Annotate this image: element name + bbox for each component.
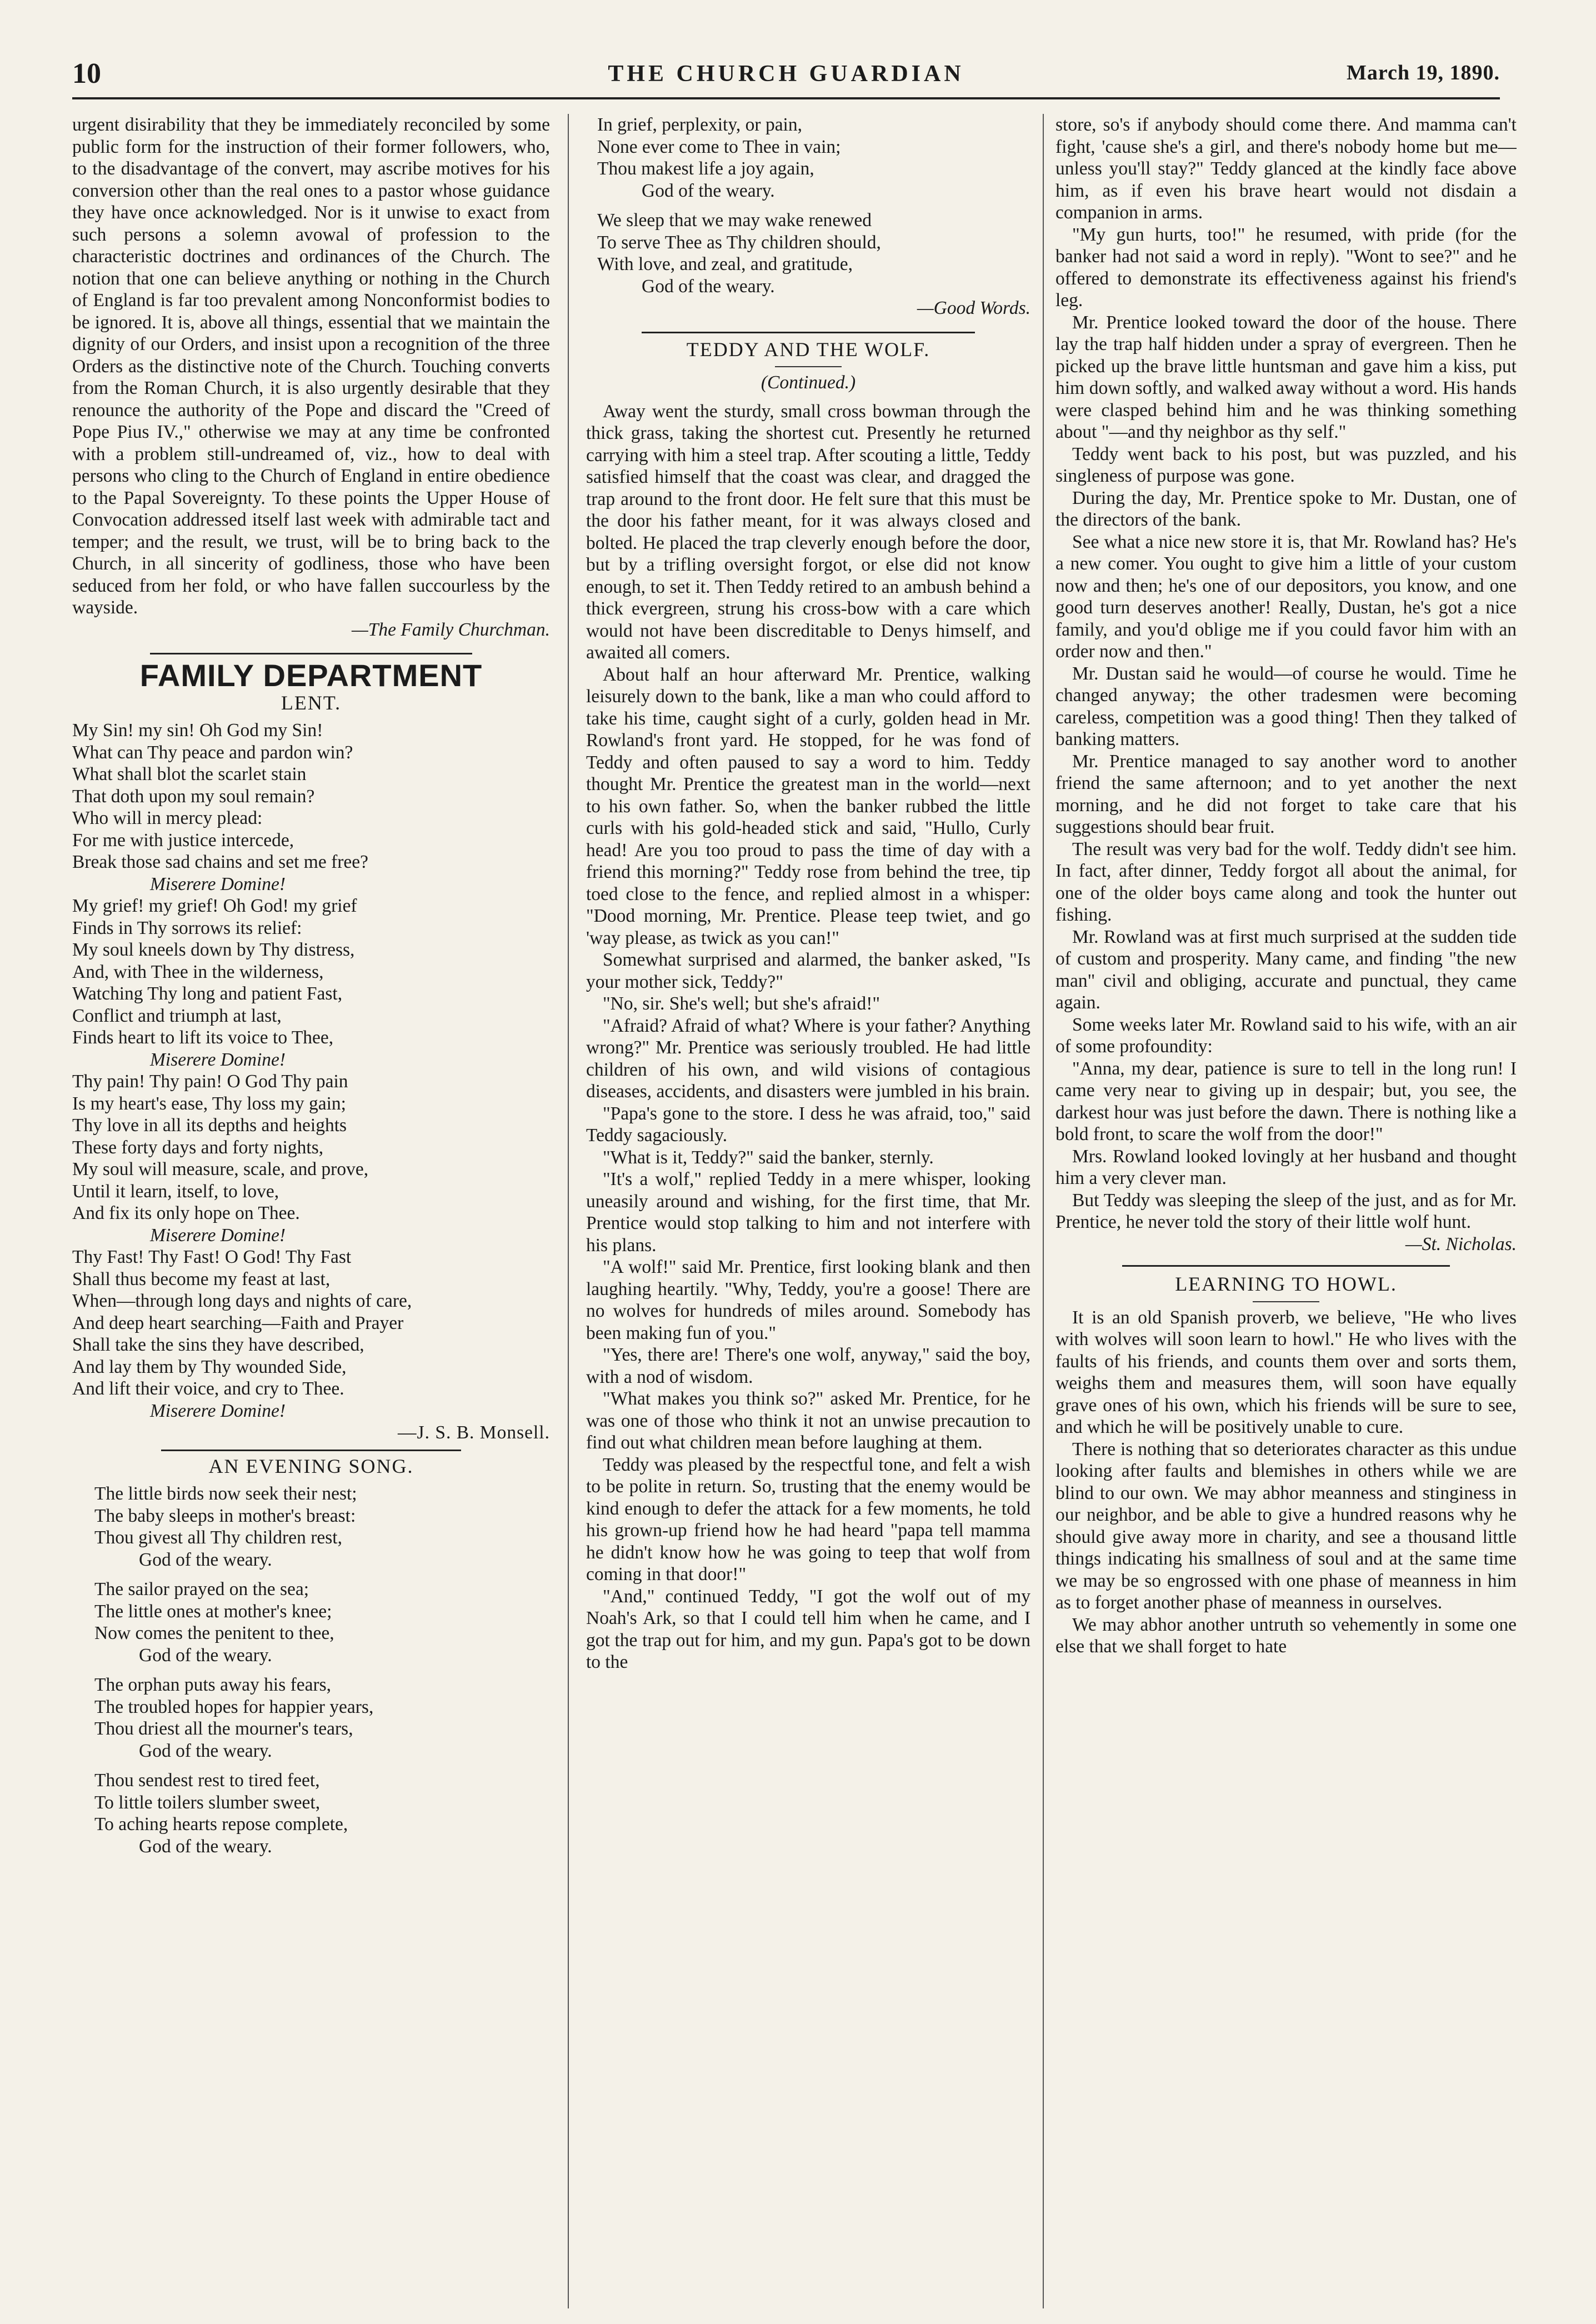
masthead [72, 53, 1500, 99]
continued-label: (Continued.) [761, 372, 856, 393]
story-title: TEDDY AND THE WOLF. [686, 338, 930, 361]
newspaper-title: THE CHURCH GUARDIAN [608, 61, 964, 87]
article-paragraph: It is an old Spanish proverb, we believe, "He who lives with wolves will soon learn to howl." He who lives with the faults of his friends, and counts them over and sorts them, weighs them and measures them, will soon have equally grave ones of his own, which his friends will be sure to see, and which he will be positively unable to cure. [1055, 1307, 1517, 1437]
story-paragraph: "It's a wolf," replied Teddy in a mere whisper, looking uneasily around and wishing, for the first time, that Mr. Prentice would stop talking to him and not interfere with his plans. [586, 1169, 1030, 1256]
poem-lent: My Sin! my sin! Oh God my Sin! What can Thy peace and pardon win? What shall blot the scarlet stain That doth upon my soul remain? Who will in mercy plead: For me with justice intercede, Break those sad chains and set me free? Miserere Domine! My grief! my grief! Oh God! my grief Finds in Thy sorrows its relief: My soul kneels down by Thy distress, And, with Thee in the wilderness, Watching Thy long and patient Fast, Conflict and triumph at last, Finds heart to lift its voice to Thee, Miserere Domine! Thy pain! Thy pain! O God Thy pain Is my heart's ease, Thy loss my gain; Thy love in all its depths and heights These forty days and forty nights, My soul will measure, scale, and prove, Until it learn, itself, to love, And fix its only hope on Thee. Miserere Domine! Thy Fast! Thy Fast! O God! Thy Fast Shall thus become my feast at last, When—through long days and nights of care, And deep heart searching—Faith and Prayer Shall take the sins they have described, And lay them by Thy wounded Side, And lift their voice, and cry to Thee. Miserere Domine! [72, 720, 412, 1421]
story-paragraph: Teddy was pleased by the respectful tone, and felt a wish to be polite in return. So, trusting that the enemy would be kind enough to defer the attack for a few moments, he told his grown-up friend how he had heard "papa tell mamma he didn't know how he was going to teep that wolf from coming in that door!" [586, 1454, 1030, 1585]
section-rule [642, 332, 975, 333]
article-paragraph: There is nothing that so deteriorates character as this undue looking after faults and blemishes in others while we are blind to our own. We may abhor meanness and stinginess in our neighbor, and be able to give a hundred reasons why he should give away more in charity, and see a thousand little things indicating his smallness of soul and at the same time we may be so engrossed with one phase of meanness in him as to forget another phase of meanness in ourselves. [1055, 1438, 1517, 1613]
section-rule [150, 653, 472, 654]
column-divider [568, 114, 569, 2308]
column-3 [1055, 114, 1517, 2308]
story-paragraph: Somewhat surprised and alarmed, the banker asked, "Is your mother sick, Teddy?" [586, 949, 1030, 992]
article-source: —The Family Churchman. [351, 619, 550, 640]
story-paragraph: "What makes you think so?" asked Mr. Prentice, for he was one of those who think it not an unwise precaution to find out what children mean before laughing at them. [586, 1388, 1030, 1453]
story-paragraph: "What is it, Teddy?" said the banker, sternly. [603, 1147, 934, 1168]
story-paragraph: Mr. Dustan said he would—of course he would. Time he changed anyway; the other tradesmen were becoming careless, competition was a good thing! Then they talked of banking matters. [1055, 663, 1517, 749]
column-divider [1043, 114, 1044, 2308]
article-paragraph: We may abhor another untruth so vehemently in some one else that we shall forget to hate [1055, 1614, 1517, 1657]
story-source: —St. Nicholas. [1405, 1233, 1517, 1255]
story-paragraph: Teddy went back to his post, but was puzzled, and his singleness of purpose was gone. [1055, 443, 1517, 486]
story-paragraph: Some weeks later Mr. Rowland said to his wife, with an air of some profoundity: [1055, 1014, 1517, 1057]
section-heading: FAMILY DEPARTMENT [139, 658, 483, 693]
story-paragraph: Mrs. Rowland looked lovingly at her husband and thought him a very clever man. [1055, 1146, 1517, 1188]
article-continuation: urgent disirability that they be immediately reconciled by some public form for the instruction of their former followers, who, to the disadvantage of the convert, may ascribe motives for his conversion other than the real ones to a pastor whose guidance they have once acknowledged. Nor is it unwise to exact from such persons a solemn avowal of profession to the characteristic doctrines and ordinances of the Church. The notion that one can believe anything or nothing in the Church of England is far too prevalent among Nonconformist bodies to be ignored. It is, above all things, essential that we maintain the dignity of our Orders, and insist upon a recognition of the three Orders as the distinctive note of the Church. Touching converts from the Roman Church, it is also urgently desirable that they renounce the authority of the Pope and discard the "Creed of Pope Pius IV.," otherwise we may at any time be confronted with a problem still-undreamed of, viz., how to deal with persons who cling to the Church of England in entire obedience to the Papal Sovereignty. To these points the Upper House of Convocation addressed itself last week with admirable tact and temper; and the result, we trust, will be to bring back to the Church, in all sincerity of godliness, those who have been seduced from her fold, or who have fallen succourless by the wayside. [72, 114, 550, 618]
story-paragraph: "And," continued Teddy, "I got the wolf out of my Noah's Ark, so that I could tell him when he came, and I got the trap out for him, and my gun. Papa's got to be down to the [586, 1586, 1030, 1672]
story-paragraph: See what a nice new store it is, that Mr. Rowland has? He's a new comer. You ought to give him a little of your custom now and then; he's one of our depositors, you know, and one good turn deserves another! Really, Dustan, he's got a nice family, and you'd oblige me if you could favor him with an order now and then." [1055, 531, 1517, 662]
poem-evening-song: The little birds now seek their nest; The baby sleeps in mother's breast: Thou givest all Thy children rest, God of the weary. The sailor prayed on the sea; The little ones at mother's knee; Now comes the penitent to thee, God of the weary. The orphan puts away his fears, The troubled hopes for happier years, Thou driest all the mourner's tears, God of the weary. Thou sendest rest to tired feet, To little toilers slumber sweet, To aching hearts repose complete, God of the weary. [94, 1483, 374, 1857]
story-paragraph: During the day, Mr. Prentice spoke to Mr. Dustan, one of the directors of the bank. [1055, 487, 1517, 530]
story-paragraph: But Teddy was sleeping the sleep of the just, and as for Mr. Prentice, he never told the story of their little wolf hunt. [1055, 1190, 1517, 1232]
story-paragraph: About half an hour afterward Mr. Prentice, walking leisurely down to the bank, like a man who could afford to take his time, caught sight of a curly, golden head in Mr. Rowland's front yard. He stopped, for he was fond of Teddy and often paused to say a word to him. Teddy thought Mr. Prentice the greatest man in the world—next to his own father. So, when the banker rubbed the little curls with his gold-headed stick and said, "Hullo, Curly head! Are you too proud to pass the time of day with a friend this morning?" Teddy rose from behind the tree, tip toed close to the fence, and replied almost in a whisper: "Dood morning, Mr. Prentice. Please teep twiet, and go 'way please, as twick as you can!" [586, 664, 1030, 948]
story-paragraph: Mr. Rowland was at first much surprised at the sudden tide of custom and prosperity. Many came, and finding "the new man" civil and obliging, accurate and punctual, they came again. [1055, 926, 1517, 1013]
story-paragraph: Away went the sturdy, small cross bowman through the thick grass, taking the shortest cut. Presently he returned carrying with him a steel trap. After scouting a little, Teddy satisfied himself that the coast was clear, and dragged the trap around to the front door. He felt sure that this must be the door his father meant, for it was always closed and bolted. He placed the trap cleverly enough before the door, but by a trifling oversight forgot, or else did not know enough, to set it. Then Teddy retired to an ambush behind a thick evergreen, strung his cross-bow with a care which would not have been discreditable to Denys himself, and awaited all comers. [586, 401, 1030, 663]
story-paragraph: "Papa's gone to the store. I dess he was afraid, too," said Teddy sagaciously. [586, 1103, 1030, 1146]
column-2 [586, 114, 1030, 2308]
story-paragraph: "My gun hurts, too!" he resumed, with pride (for the banker had not said a word in reply). "Wont to see?" and he offered to demonstrate its effectiveness against his friend's leg. [1055, 224, 1517, 311]
section-rule [1122, 1265, 1450, 1267]
poem-author: —J. S. B. Monsell. [398, 1422, 550, 1443]
column-1 [72, 114, 550, 2308]
poem-title: LENT. [281, 691, 342, 714]
story-paragraph: The result was very bad for the wolf. Teddy didn't see him. In fact, after dinner, Teddy forgot all about the animal, for one of the older boys came along and took the hunter out fishing. [1055, 838, 1517, 925]
story-paragraph: "Yes, there are! There's one wolf, anyway," said the boy, with a nod of wisdom. [586, 1345, 1030, 1387]
story-paragraph: store, so's if anybody should come there. And mamma can't fight, 'cause she's a girl, and there's nobody home but me—unless you'll stay?" Teddy glanced at the kindly face above him, as if even his brave heart would not disdain a companion in arms. [1055, 114, 1517, 223]
story-paragraph: Mr. Prentice looked toward the door of the house. There lay the trap half hidden under a spray of evergreen. Then he picked up the brave little huntsman and gave him a kiss, put him down softly, and walked away without a word. His hands were clasped behind him and he was thinking something about "—and thy neighbor as thy self." [1055, 312, 1517, 442]
story-paragraph: "Afraid? Afraid of what? Where is your father? Anything wrong?" Mr. Prentice was seriously troubled. He had little children of his own, and wild visions of contagious diseases, accidents, and disasters were jumbled in his brain. [586, 1015, 1030, 1102]
article-title: LEARNING TO HOWL. [1175, 1273, 1397, 1295]
story-paragraph: "Anna, my dear, patience is sure to tell in the long run! I came very near to giving up in despair; but, you see, the darkest hour was just before the dawn. There is nothing like a bold front, to scare the wolf from the door!" [1055, 1058, 1517, 1144]
title-rule [775, 366, 842, 367]
story-paragraph: "A wolf!" said Mr. Prentice, first looking blank and then laughing heartily. "Why, Teddy, you're a goose! There are no wolves for hundreds of miles around. Somebody has been making fun of you." [586, 1257, 1030, 1343]
issue-date: March 19, 1890. [1346, 61, 1500, 84]
story-paragraph: Mr. Prentice managed to say another word to another friend the same afternoon; and to yet another the next morning, and he did not forget to take care that his suggestions should bear fruit. [1055, 751, 1517, 837]
story-paragraph: "No, sir. She's well; but she's afraid!" [603, 993, 880, 1014]
poem-title: AN EVENING SONG. [208, 1455, 414, 1477]
poem-evening-song-continued: In grief, perplexity, or pain, None ever come to Thee in vain; Thou makest life a joy again, God of the weary. We sleep that we may wake renewed To serve Thee as Thy children should, With love, and zeal, and gratitude, God of the weary. [597, 114, 881, 297]
title-rule [1253, 1301, 1319, 1302]
poem-source: —Good Words. [917, 298, 1030, 318]
page-number: 10 [72, 58, 101, 89]
section-rule [161, 1450, 461, 1451]
